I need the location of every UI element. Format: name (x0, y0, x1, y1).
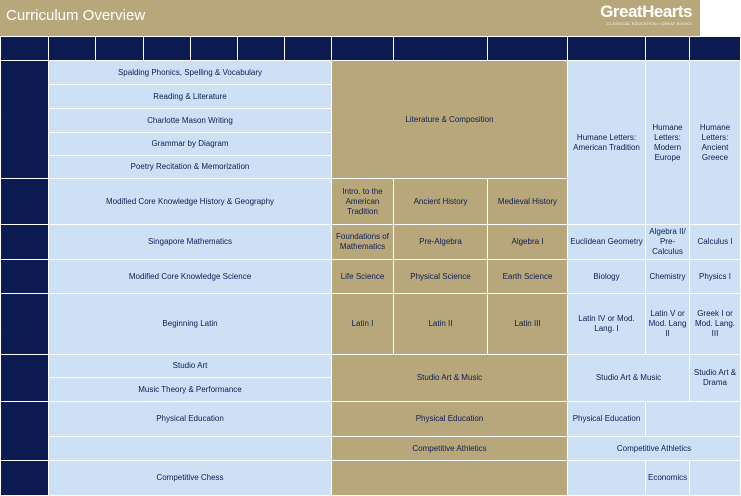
course-cell: Humane Letters: Ancient Greece (690, 61, 741, 225)
empty-cell (332, 461, 568, 496)
course-cell: Physical Education (332, 402, 568, 437)
empty-cell (690, 461, 741, 496)
course-cell: Studio Art & Music (332, 355, 568, 402)
course-cell: Latin III (488, 294, 568, 355)
grade-header: 4th (238, 37, 285, 61)
grade-header-row (1, 37, 741, 61)
grade-header: 6th (332, 37, 394, 61)
subject-history: History & Geography (1, 179, 49, 225)
grade-header: 9th (568, 37, 646, 61)
course-cell: Latin II (394, 294, 488, 355)
grade-header: 8th (488, 37, 568, 61)
curriculum-table (0, 36, 741, 496)
subject-othercore: Other Core (1, 461, 49, 496)
course-cell: Life Science (332, 260, 394, 294)
course-cell: Physical Science (394, 260, 488, 294)
course-cell: Latin V or Mod. Lang II (646, 294, 690, 355)
course-cell: Modified Core Knowledge History & Geography (49, 179, 332, 225)
logo-wordmark: GreatHearts (600, 2, 692, 21)
course-cell: Humane Letters: American Tradition (568, 61, 646, 225)
greathearts-logo (600, 3, 692, 27)
course-cell: Calculus I (690, 225, 741, 260)
subject-classical: Classical & Foreign Language (1, 294, 49, 355)
course-cell: Spalding Phonics, Spelling & Vocabulary (49, 61, 332, 85)
course-cell: Beginning Latin (49, 294, 332, 355)
course-cell: Physics I (690, 260, 741, 294)
grade-header: 7th (394, 37, 488, 61)
empty-cell (568, 461, 646, 496)
course-cell: Competitive Athletics (568, 437, 741, 461)
grade-header: 10th (646, 37, 690, 61)
course-cell: Competitive Athletics (332, 437, 568, 461)
course-cell: Euclidean Geometry (568, 225, 646, 260)
course-cell: Singapore Mathematics (49, 225, 332, 260)
course-cell: Music Theory & Performance (49, 378, 332, 402)
subject-finearts: Fine Arts (1, 355, 49, 402)
grade-header: 2nd (144, 37, 191, 61)
course-cell: Medieval History (488, 179, 568, 225)
course-cell: Competitive Chess (49, 461, 332, 496)
grade-header: 11th (690, 37, 741, 61)
course-cell: Physical Education (568, 402, 646, 437)
course-cell: Ancient History (394, 179, 488, 225)
empty-cell (49, 437, 332, 461)
header-bar (0, 0, 700, 36)
course-cell: Literature & Composition (332, 61, 568, 179)
course-cell: Humane Letters: Modern Europe (646, 61, 690, 225)
course-cell: Studio Art (49, 355, 332, 378)
course-cell: Earth Science (488, 260, 568, 294)
subject-math: Math (1, 225, 49, 260)
course-cell: Economics (646, 461, 690, 496)
course-cell: Pre-Algebra (394, 225, 488, 260)
course-cell: Greek I or Mod. Lang. III (690, 294, 741, 355)
course-cell: Latin IV or Mod. Lang. I (568, 294, 646, 355)
corner-cell (1, 37, 49, 61)
course-cell: Foundations of Mathematics (332, 225, 394, 260)
course-cell: Physical Education (49, 402, 332, 437)
grade-header: 5th (285, 37, 332, 61)
subject-science: Science (1, 260, 49, 294)
course-cell: Biology (568, 260, 646, 294)
grade-header: 1st (96, 37, 144, 61)
course-cell: Modified Core Knowledge Science (49, 260, 332, 294)
course-cell: Charlotte Mason Writing (49, 109, 332, 133)
course-cell: Reading & Literature (49, 85, 332, 109)
grade-header: K (49, 37, 96, 61)
course-cell: Studio Art & Music (568, 355, 690, 402)
subject-athletics: Athletics (1, 402, 49, 461)
course-cell: Chemistry (646, 260, 690, 294)
course-cell: Algebra I (488, 225, 568, 260)
logo-tagline: CLASSICAL EDUCATION • GREAT BOOKS (606, 21, 692, 26)
empty-cell (646, 402, 741, 437)
course-cell: Intro. to the American Tradition (332, 179, 394, 225)
course-cell: Latin I (332, 294, 394, 355)
subject-english: English Language Arts (1, 61, 49, 179)
course-cell: Studio Art & Drama (690, 355, 741, 402)
course-cell: Algebra II/ Pre-Calculus (646, 225, 690, 260)
grade-header: 3rd (191, 37, 238, 61)
course-cell: Grammar by Diagram (49, 133, 332, 156)
page-title: Curriculum Overview (6, 7, 146, 24)
course-cell: Poetry Recitation & Memorization (49, 156, 332, 179)
